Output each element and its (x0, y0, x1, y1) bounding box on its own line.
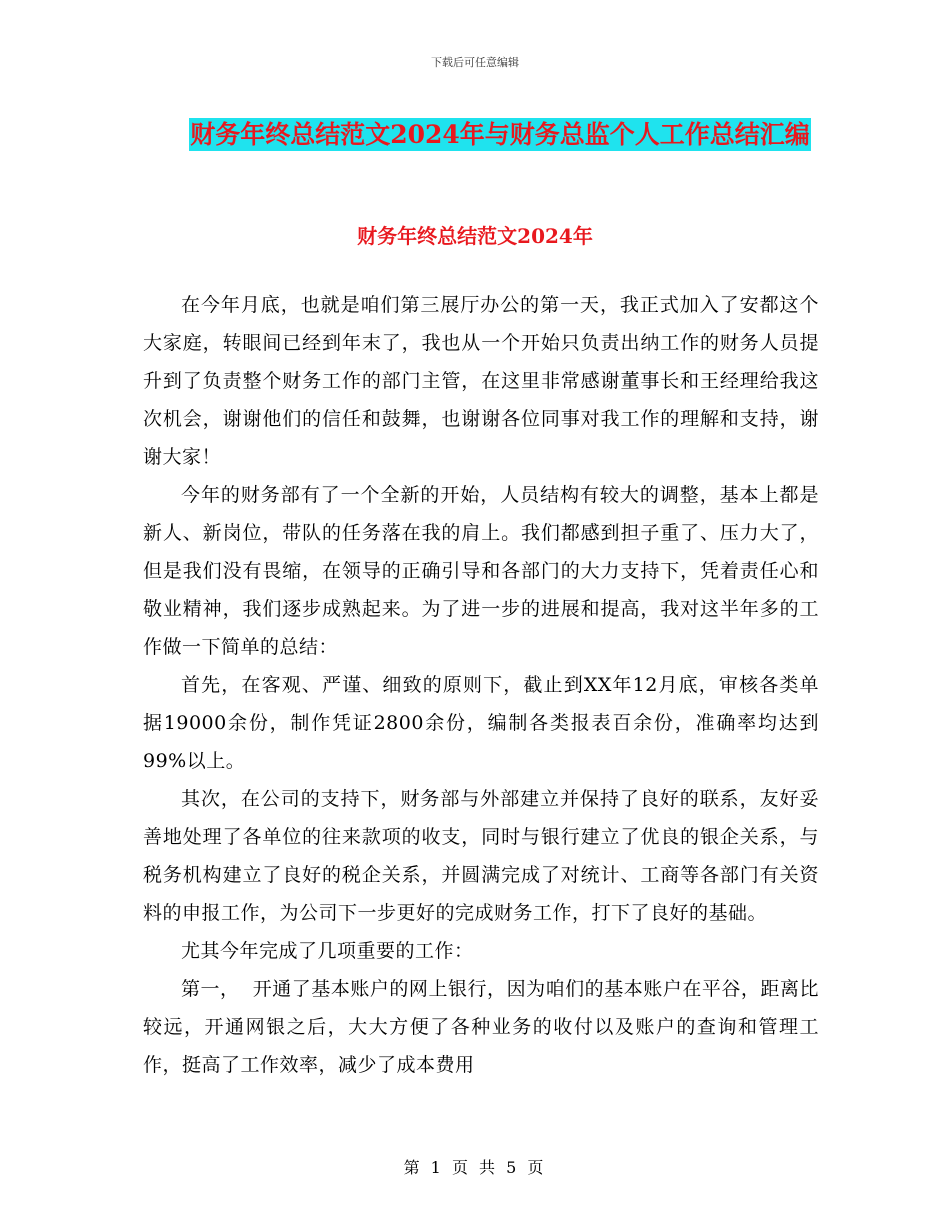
page-footer: 第 1 页 共 5 页 (403, 1158, 547, 1177)
document-title-text: 财务年终总结范文2024年与财务总监个人工作总结汇编 (190, 120, 810, 149)
paragraph: 尤其今年完成了几项重要的工作： (181, 940, 474, 962)
paragraph: 其次，在公司的支持下，财务部与外部建立并保持了良好的联系，友好妥善地处理了各单位的往来款项的收支，同时与银行建立了优良的银企关系，与税务机构建立了良好的税企关系，并圆满完成了对统计、工商等各部门有关资料的申报工作，为公司下一步更好的完成财务工作，打下了良好的基础。 (143, 788, 819, 924)
paragraph: 今年的财务部有了一个全新的开始，人员结构有较大的调整，基本上都是新人、新岗位，带队的任务落在我的肩上。我们都感到担子重了、压力大了，但是我们没有畏缩，在领导的正确引导和各部门的大力支持下，凭着责任心和敬业精神，我们逐步成熟起来。为了进一步的进展和提高，我对这半年多的工作做一下简单的总结： (143, 484, 819, 658)
paragraph: 首先，在客观、严谨、细致的原则下，截止到XX年12月底，审核各类单据19000余份，制作凭证2800余份，编制各类报表百余份，准确率均达到99%以上。 (143, 674, 819, 772)
paragraph: 第一， 开通了基本账户的网上银行，因为咱们的基本账户在平谷，距离比较远，开通网银之后，大大方便了各种业务的收付以及账户的查询和管理工作，挺高了工作效率，减少了成本费用 (143, 978, 819, 1076)
paragraph: 在今年月底，也就是咱们第三展厅办公的第一天，我正式加入了安都这个大家庭，转眼间已经到年末了，我也从一个开始只负责出纳工作的财务人员提升到了负责整个财务工作的部门主管，在这里非常感谢董事长和王经理给我这次机会，谢谢他们的信任和鼓舞，也谢谢各位同事对我工作的理解和支持，谢谢大家！ (143, 294, 819, 468)
document-body (143, 286, 819, 1084)
header-note: 下载后可任意编辑 (431, 56, 519, 69)
document-title (140, 110, 860, 160)
section-subtitle: 财务年终总结范文2024年 (357, 224, 593, 248)
